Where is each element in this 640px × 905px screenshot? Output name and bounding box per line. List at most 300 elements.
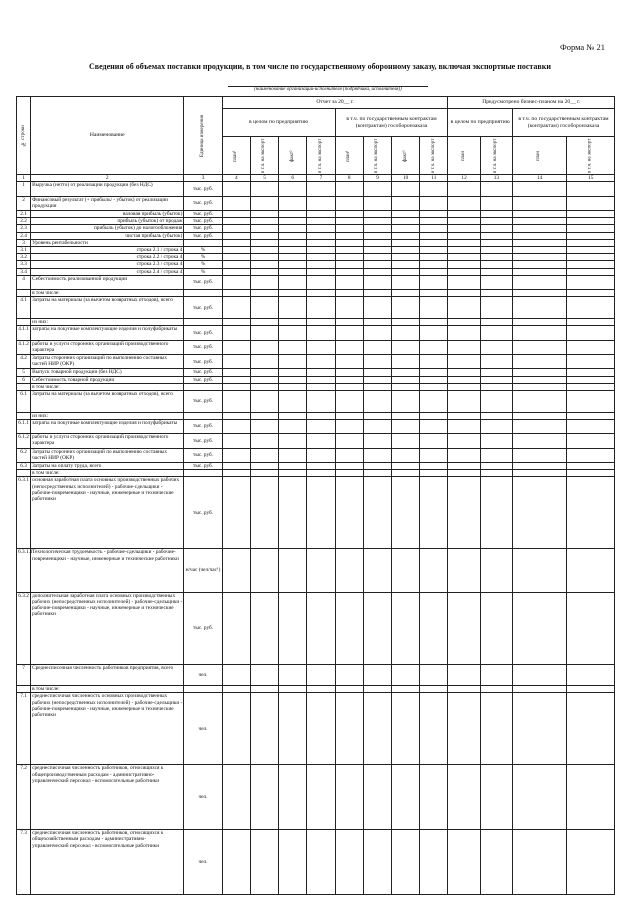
data-cell[interactable] bbox=[222, 693, 250, 765]
data-cell[interactable] bbox=[363, 340, 391, 354]
data-cell[interactable] bbox=[363, 239, 391, 246]
data-cell[interactable] bbox=[392, 369, 420, 376]
data-cell[interactable] bbox=[512, 247, 566, 254]
data-cell[interactable] bbox=[448, 326, 480, 340]
data-cell[interactable] bbox=[448, 448, 480, 462]
data-cell[interactable] bbox=[392, 290, 420, 297]
data-cell[interactable] bbox=[512, 549, 566, 592]
data-cell[interactable] bbox=[307, 275, 335, 289]
data-cell[interactable] bbox=[250, 383, 278, 390]
data-cell[interactable] bbox=[335, 297, 363, 319]
data-cell[interactable] bbox=[307, 340, 335, 354]
data-cell[interactable] bbox=[335, 218, 363, 225]
data-cell[interactable] bbox=[279, 412, 307, 419]
data-cell[interactable] bbox=[512, 383, 566, 390]
data-cell[interactable] bbox=[480, 592, 512, 664]
data-cell[interactable] bbox=[448, 376, 480, 383]
data-cell[interactable] bbox=[420, 462, 448, 469]
data-cell[interactable] bbox=[392, 239, 420, 246]
data-cell[interactable] bbox=[420, 693, 448, 765]
data-cell[interactable] bbox=[279, 261, 307, 268]
data-cell[interactable] bbox=[420, 247, 448, 254]
data-cell[interactable] bbox=[392, 549, 420, 592]
data-cell[interactable] bbox=[222, 434, 250, 448]
data-cell[interactable] bbox=[567, 477, 615, 549]
data-cell[interactable] bbox=[448, 693, 480, 765]
data-cell[interactable] bbox=[420, 210, 448, 217]
data-cell[interactable] bbox=[250, 830, 278, 895]
data-cell[interactable] bbox=[250, 376, 278, 383]
data-cell[interactable] bbox=[512, 290, 566, 297]
data-cell[interactable] bbox=[480, 218, 512, 225]
data-cell[interactable] bbox=[392, 390, 420, 412]
data-cell[interactable] bbox=[279, 390, 307, 412]
data-cell[interactable] bbox=[250, 664, 278, 686]
data-cell[interactable] bbox=[392, 340, 420, 354]
data-cell[interactable] bbox=[480, 239, 512, 246]
data-cell[interactable] bbox=[279, 340, 307, 354]
data-cell[interactable] bbox=[222, 218, 250, 225]
data-cell[interactable] bbox=[480, 470, 512, 477]
data-cell[interactable] bbox=[392, 218, 420, 225]
data-cell[interactable] bbox=[480, 182, 512, 196]
data-cell[interactable] bbox=[279, 239, 307, 246]
data-cell[interactable] bbox=[512, 182, 566, 196]
data-cell[interactable] bbox=[392, 196, 420, 210]
data-cell[interactable] bbox=[448, 319, 480, 326]
data-cell[interactable] bbox=[512, 340, 566, 354]
data-cell[interactable] bbox=[363, 693, 391, 765]
data-cell[interactable] bbox=[448, 218, 480, 225]
data-cell[interactable] bbox=[307, 383, 335, 390]
data-cell[interactable] bbox=[307, 210, 335, 217]
data-cell[interactable] bbox=[363, 664, 391, 686]
data-cell[interactable] bbox=[279, 290, 307, 297]
data-cell[interactable] bbox=[250, 369, 278, 376]
data-cell[interactable] bbox=[335, 232, 363, 239]
data-cell[interactable] bbox=[250, 462, 278, 469]
data-cell[interactable] bbox=[392, 830, 420, 895]
data-cell[interactable] bbox=[512, 239, 566, 246]
data-cell[interactable] bbox=[222, 830, 250, 895]
data-cell[interactable] bbox=[448, 462, 480, 469]
data-cell[interactable] bbox=[307, 830, 335, 895]
data-cell[interactable] bbox=[335, 686, 363, 693]
data-cell[interactable] bbox=[480, 765, 512, 830]
data-cell[interactable] bbox=[335, 210, 363, 217]
data-cell[interactable] bbox=[335, 182, 363, 196]
data-cell[interactable] bbox=[480, 225, 512, 232]
data-cell[interactable] bbox=[480, 412, 512, 419]
data-cell[interactable] bbox=[335, 319, 363, 326]
data-cell[interactable] bbox=[307, 268, 335, 275]
data-cell[interactable] bbox=[567, 210, 615, 217]
data-cell[interactable] bbox=[448, 686, 480, 693]
data-cell[interactable] bbox=[480, 254, 512, 261]
data-cell[interactable] bbox=[222, 210, 250, 217]
data-cell[interactable] bbox=[392, 477, 420, 549]
data-cell[interactable] bbox=[448, 232, 480, 239]
data-cell[interactable] bbox=[363, 477, 391, 549]
data-cell[interactable] bbox=[567, 383, 615, 390]
data-cell[interactable] bbox=[222, 247, 250, 254]
data-cell[interactable] bbox=[335, 434, 363, 448]
data-cell[interactable] bbox=[279, 319, 307, 326]
data-cell[interactable] bbox=[567, 182, 615, 196]
data-cell[interactable] bbox=[307, 686, 335, 693]
data-cell[interactable] bbox=[420, 354, 448, 368]
data-cell[interactable] bbox=[512, 210, 566, 217]
data-cell[interactable] bbox=[307, 319, 335, 326]
data-cell[interactable] bbox=[480, 196, 512, 210]
data-cell[interactable] bbox=[480, 383, 512, 390]
data-cell[interactable] bbox=[512, 477, 566, 549]
data-cell[interactable] bbox=[512, 196, 566, 210]
data-cell[interactable] bbox=[335, 369, 363, 376]
data-cell[interactable] bbox=[567, 830, 615, 895]
data-cell[interactable] bbox=[420, 297, 448, 319]
data-cell[interactable] bbox=[567, 247, 615, 254]
data-cell[interactable] bbox=[307, 218, 335, 225]
data-cell[interactable] bbox=[420, 275, 448, 289]
data-cell[interactable] bbox=[307, 412, 335, 419]
data-cell[interactable] bbox=[512, 592, 566, 664]
data-cell[interactable] bbox=[222, 326, 250, 340]
data-cell[interactable] bbox=[392, 297, 420, 319]
data-cell[interactable] bbox=[363, 462, 391, 469]
data-cell[interactable] bbox=[335, 290, 363, 297]
data-cell[interactable] bbox=[480, 376, 512, 383]
data-cell[interactable] bbox=[250, 275, 278, 289]
data-cell[interactable] bbox=[250, 390, 278, 412]
data-cell[interactable] bbox=[480, 354, 512, 368]
data-cell[interactable] bbox=[567, 419, 615, 433]
data-cell[interactable] bbox=[363, 376, 391, 383]
data-cell[interactable] bbox=[307, 254, 335, 261]
data-cell[interactable] bbox=[250, 693, 278, 765]
data-cell[interactable] bbox=[420, 218, 448, 225]
data-cell[interactable] bbox=[307, 549, 335, 592]
data-cell[interactable] bbox=[420, 470, 448, 477]
data-cell[interactable] bbox=[480, 290, 512, 297]
data-cell[interactable] bbox=[448, 383, 480, 390]
data-cell[interactable] bbox=[512, 686, 566, 693]
data-cell[interactable] bbox=[392, 319, 420, 326]
data-cell[interactable] bbox=[420, 369, 448, 376]
data-cell[interactable] bbox=[363, 297, 391, 319]
data-cell[interactable] bbox=[363, 319, 391, 326]
data-cell[interactable] bbox=[279, 686, 307, 693]
data-cell[interactable] bbox=[392, 470, 420, 477]
data-cell[interactable] bbox=[307, 470, 335, 477]
data-cell[interactable] bbox=[448, 261, 480, 268]
data-cell[interactable] bbox=[567, 261, 615, 268]
data-cell[interactable] bbox=[448, 434, 480, 448]
data-cell[interactable] bbox=[335, 765, 363, 830]
data-cell[interactable] bbox=[363, 448, 391, 462]
data-cell[interactable] bbox=[307, 419, 335, 433]
data-cell[interactable] bbox=[279, 275, 307, 289]
data-cell[interactable] bbox=[363, 210, 391, 217]
data-cell[interactable] bbox=[363, 218, 391, 225]
data-cell[interactable] bbox=[512, 254, 566, 261]
data-cell[interactable] bbox=[420, 319, 448, 326]
data-cell[interactable] bbox=[335, 247, 363, 254]
data-cell[interactable] bbox=[448, 225, 480, 232]
data-cell[interactable] bbox=[307, 390, 335, 412]
data-cell[interactable] bbox=[480, 549, 512, 592]
data-cell[interactable] bbox=[512, 268, 566, 275]
data-cell[interactable] bbox=[480, 686, 512, 693]
data-cell[interactable] bbox=[335, 326, 363, 340]
data-cell[interactable] bbox=[512, 275, 566, 289]
data-cell[interactable] bbox=[512, 448, 566, 462]
data-cell[interactable] bbox=[448, 390, 480, 412]
data-cell[interactable] bbox=[392, 225, 420, 232]
data-cell[interactable] bbox=[392, 686, 420, 693]
data-cell[interactable] bbox=[480, 268, 512, 275]
data-cell[interactable] bbox=[222, 376, 250, 383]
data-cell[interactable] bbox=[279, 354, 307, 368]
data-cell[interactable] bbox=[480, 830, 512, 895]
data-cell[interactable] bbox=[392, 448, 420, 462]
data-cell[interactable] bbox=[335, 239, 363, 246]
data-cell[interactable] bbox=[512, 261, 566, 268]
data-cell[interactable] bbox=[448, 275, 480, 289]
data-cell[interactable] bbox=[392, 434, 420, 448]
data-cell[interactable] bbox=[222, 261, 250, 268]
data-cell[interactable] bbox=[279, 592, 307, 664]
data-cell[interactable] bbox=[480, 210, 512, 217]
data-cell[interactable] bbox=[567, 225, 615, 232]
data-cell[interactable] bbox=[480, 664, 512, 686]
data-cell[interactable] bbox=[335, 664, 363, 686]
data-cell[interactable] bbox=[512, 218, 566, 225]
data-cell[interactable] bbox=[363, 225, 391, 232]
data-cell[interactable] bbox=[363, 232, 391, 239]
data-cell[interactable] bbox=[307, 376, 335, 383]
data-cell[interactable] bbox=[250, 340, 278, 354]
data-cell[interactable] bbox=[512, 319, 566, 326]
data-cell[interactable] bbox=[250, 765, 278, 830]
data-cell[interactable] bbox=[448, 830, 480, 895]
data-cell[interactable] bbox=[512, 232, 566, 239]
data-cell[interactable] bbox=[448, 765, 480, 830]
data-cell[interactable] bbox=[420, 254, 448, 261]
data-cell[interactable] bbox=[512, 765, 566, 830]
data-cell[interactable] bbox=[420, 477, 448, 549]
data-cell[interactable] bbox=[448, 340, 480, 354]
data-cell[interactable] bbox=[567, 765, 615, 830]
data-cell[interactable] bbox=[567, 434, 615, 448]
data-cell[interactable] bbox=[279, 549, 307, 592]
data-cell[interactable] bbox=[567, 592, 615, 664]
data-cell[interactable] bbox=[392, 419, 420, 433]
data-cell[interactable] bbox=[420, 830, 448, 895]
data-cell[interactable] bbox=[512, 412, 566, 419]
data-cell[interactable] bbox=[420, 549, 448, 592]
data-cell[interactable] bbox=[222, 290, 250, 297]
data-cell[interactable] bbox=[307, 462, 335, 469]
data-cell[interactable] bbox=[307, 196, 335, 210]
data-cell[interactable] bbox=[448, 412, 480, 419]
data-cell[interactable] bbox=[392, 592, 420, 664]
data-cell[interactable] bbox=[363, 470, 391, 477]
data-cell[interactable] bbox=[512, 693, 566, 765]
data-cell[interactable] bbox=[392, 326, 420, 340]
data-cell[interactable] bbox=[420, 340, 448, 354]
data-cell[interactable] bbox=[222, 232, 250, 239]
data-cell[interactable] bbox=[222, 549, 250, 592]
data-cell[interactable] bbox=[480, 232, 512, 239]
data-cell[interactable] bbox=[250, 412, 278, 419]
data-cell[interactable] bbox=[222, 686, 250, 693]
data-cell[interactable] bbox=[363, 412, 391, 419]
data-cell[interactable] bbox=[335, 549, 363, 592]
data-cell[interactable] bbox=[250, 592, 278, 664]
data-cell[interactable] bbox=[335, 419, 363, 433]
data-cell[interactable] bbox=[250, 239, 278, 246]
data-cell[interactable] bbox=[279, 477, 307, 549]
data-cell[interactable] bbox=[363, 592, 391, 664]
data-cell[interactable] bbox=[335, 390, 363, 412]
data-cell[interactable] bbox=[363, 182, 391, 196]
data-cell[interactable] bbox=[222, 765, 250, 830]
data-cell[interactable] bbox=[222, 419, 250, 433]
data-cell[interactable] bbox=[512, 326, 566, 340]
data-cell[interactable] bbox=[567, 297, 615, 319]
data-cell[interactable] bbox=[567, 462, 615, 469]
data-cell[interactable] bbox=[222, 383, 250, 390]
data-cell[interactable] bbox=[567, 275, 615, 289]
data-cell[interactable] bbox=[363, 434, 391, 448]
data-cell[interactable] bbox=[279, 297, 307, 319]
data-cell[interactable] bbox=[250, 254, 278, 261]
data-cell[interactable] bbox=[335, 470, 363, 477]
data-cell[interactable] bbox=[512, 419, 566, 433]
data-cell[interactable] bbox=[307, 369, 335, 376]
data-cell[interactable] bbox=[250, 268, 278, 275]
data-cell[interactable] bbox=[222, 239, 250, 246]
data-cell[interactable] bbox=[567, 693, 615, 765]
data-cell[interactable] bbox=[363, 354, 391, 368]
data-cell[interactable] bbox=[392, 254, 420, 261]
data-cell[interactable] bbox=[392, 275, 420, 289]
data-cell[interactable] bbox=[363, 390, 391, 412]
data-cell[interactable] bbox=[222, 592, 250, 664]
data-cell[interactable] bbox=[335, 275, 363, 289]
data-cell[interactable] bbox=[363, 369, 391, 376]
data-cell[interactable] bbox=[363, 419, 391, 433]
data-cell[interactable] bbox=[279, 434, 307, 448]
data-cell[interactable] bbox=[279, 254, 307, 261]
data-cell[interactable] bbox=[307, 693, 335, 765]
data-cell[interactable] bbox=[307, 225, 335, 232]
data-cell[interactable] bbox=[448, 369, 480, 376]
data-cell[interactable] bbox=[420, 232, 448, 239]
data-cell[interactable] bbox=[420, 592, 448, 664]
data-cell[interactable] bbox=[567, 340, 615, 354]
data-cell[interactable] bbox=[250, 448, 278, 462]
data-cell[interactable] bbox=[279, 225, 307, 232]
data-cell[interactable] bbox=[279, 693, 307, 765]
data-cell[interactable] bbox=[420, 268, 448, 275]
data-cell[interactable] bbox=[567, 686, 615, 693]
data-cell[interactable] bbox=[363, 247, 391, 254]
data-cell[interactable] bbox=[480, 448, 512, 462]
data-cell[interactable] bbox=[335, 830, 363, 895]
data-cell[interactable] bbox=[279, 268, 307, 275]
data-cell[interactable] bbox=[335, 354, 363, 368]
data-cell[interactable] bbox=[392, 383, 420, 390]
data-cell[interactable] bbox=[222, 268, 250, 275]
data-cell[interactable] bbox=[392, 354, 420, 368]
data-cell[interactable] bbox=[512, 225, 566, 232]
data-cell[interactable] bbox=[448, 297, 480, 319]
data-cell[interactable] bbox=[335, 462, 363, 469]
data-cell[interactable] bbox=[250, 434, 278, 448]
data-cell[interactable] bbox=[279, 470, 307, 477]
data-cell[interactable] bbox=[279, 419, 307, 433]
data-cell[interactable] bbox=[307, 592, 335, 664]
data-cell[interactable] bbox=[392, 765, 420, 830]
data-cell[interactable] bbox=[392, 210, 420, 217]
data-cell[interactable] bbox=[363, 383, 391, 390]
data-cell[interactable] bbox=[567, 218, 615, 225]
data-cell[interactable] bbox=[512, 664, 566, 686]
data-cell[interactable] bbox=[335, 340, 363, 354]
data-cell[interactable] bbox=[567, 448, 615, 462]
data-cell[interactable] bbox=[392, 664, 420, 686]
data-cell[interactable] bbox=[567, 290, 615, 297]
data-cell[interactable] bbox=[307, 434, 335, 448]
data-cell[interactable] bbox=[363, 268, 391, 275]
data-cell[interactable] bbox=[250, 290, 278, 297]
data-cell[interactable] bbox=[420, 664, 448, 686]
data-cell[interactable] bbox=[222, 182, 250, 196]
data-cell[interactable] bbox=[392, 232, 420, 239]
data-cell[interactable] bbox=[363, 549, 391, 592]
data-cell[interactable] bbox=[335, 196, 363, 210]
data-cell[interactable] bbox=[307, 182, 335, 196]
data-cell[interactable] bbox=[512, 470, 566, 477]
data-cell[interactable] bbox=[335, 261, 363, 268]
data-cell[interactable] bbox=[279, 369, 307, 376]
data-cell[interactable] bbox=[335, 254, 363, 261]
data-cell[interactable] bbox=[392, 462, 420, 469]
data-cell[interactable] bbox=[363, 261, 391, 268]
data-cell[interactable] bbox=[222, 297, 250, 319]
data-cell[interactable] bbox=[480, 369, 512, 376]
data-cell[interactable] bbox=[420, 419, 448, 433]
data-cell[interactable] bbox=[480, 419, 512, 433]
data-cell[interactable] bbox=[392, 693, 420, 765]
data-cell[interactable] bbox=[250, 218, 278, 225]
data-cell[interactable] bbox=[307, 261, 335, 268]
data-cell[interactable] bbox=[480, 477, 512, 549]
data-cell[interactable] bbox=[480, 434, 512, 448]
data-cell[interactable] bbox=[250, 686, 278, 693]
data-cell[interactable] bbox=[448, 239, 480, 246]
data-cell[interactable] bbox=[222, 412, 250, 419]
data-cell[interactable] bbox=[512, 434, 566, 448]
data-cell[interactable] bbox=[420, 182, 448, 196]
data-cell[interactable] bbox=[480, 340, 512, 354]
data-cell[interactable] bbox=[250, 232, 278, 239]
data-cell[interactable] bbox=[307, 448, 335, 462]
data-cell[interactable] bbox=[250, 182, 278, 196]
data-cell[interactable] bbox=[335, 592, 363, 664]
